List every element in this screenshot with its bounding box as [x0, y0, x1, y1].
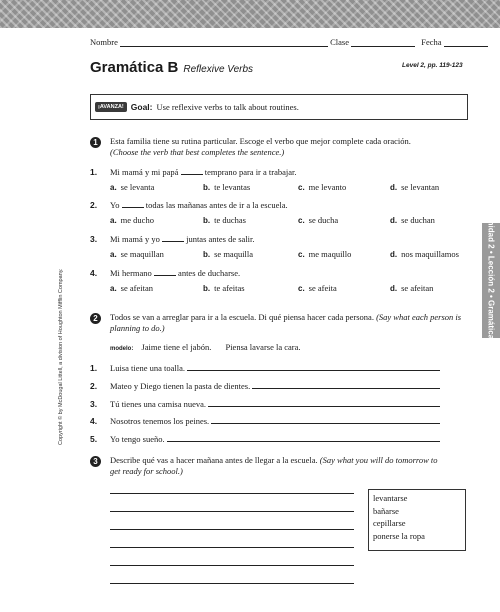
question-text-before: Mi mamá y mi papá: [110, 167, 179, 177]
section-1-instruction-es: Esta familia tiene su rutina particular. Escoge el verbo que mejor complete cada oración.: [110, 136, 411, 146]
question-number: 2.: [90, 200, 98, 210]
exercise-item-3: [90, 398, 440, 409]
option-letter: c.: [298, 183, 305, 192]
side-tab-label: Unidad 2 • Lección 2 • Gramática B: [486, 214, 496, 347]
writing-line[interactable]: [110, 529, 354, 530]
section-2-instruction-es: Todos se van a arreglar para ir a la escuela. Di qué piensa hacer cada persona.: [110, 312, 374, 322]
option-letter: a.: [110, 250, 117, 259]
option-letter: d.: [390, 284, 398, 293]
section-2-instruction-en: (Say what each person is planning to do.): [110, 312, 462, 333]
section-1-instruction: [110, 136, 470, 158]
decorative-banner: [0, 0, 500, 28]
answer-option[interactable]: [110, 182, 154, 192]
fecha-label: Fecha: [421, 37, 442, 47]
goal-text: Use reflexive verbs to talk about routines.: [156, 102, 299, 112]
answer-option[interactable]: [390, 182, 439, 192]
goal-label: Goal:: [130, 102, 153, 112]
level-reference: Level 2, pp. 119-123: [402, 62, 463, 69]
answer-blank[interactable]: [181, 166, 203, 175]
modelo-label: modelo:: [110, 346, 134, 352]
option-text: me ducho: [120, 215, 154, 225]
modelo-question: Jaime tiene el jabón.: [141, 342, 212, 352]
answer-option[interactable]: [110, 283, 153, 293]
option-text: te afeitas: [214, 283, 245, 293]
option-letter: c.: [298, 284, 305, 293]
question-2: [90, 199, 288, 210]
goal-box: [90, 94, 468, 120]
answer-option[interactable]: [203, 283, 245, 293]
question-text-after: temprano para ir a trabajar.: [204, 167, 297, 177]
word-bank-item: ponerse la ropa: [373, 530, 425, 541]
option-text: se afeitan: [401, 283, 434, 293]
answer-option[interactable]: [298, 283, 337, 293]
modelo-example: [110, 342, 301, 352]
section-3-instruction: [110, 455, 440, 477]
answer-line[interactable]: [252, 380, 440, 389]
writing-line[interactable]: [110, 547, 354, 548]
exercise-item-5: [90, 433, 440, 444]
option-letter: b.: [203, 250, 211, 259]
answer-blank[interactable]: [162, 233, 184, 242]
option-text: se levantan: [401, 182, 440, 192]
option-letter: d.: [390, 216, 398, 225]
option-text: se duchan: [401, 215, 435, 225]
section-2-instruction: [110, 312, 470, 334]
answer-option[interactable]: [203, 249, 253, 259]
option-letter: a.: [110, 284, 117, 293]
item-number: 2.: [90, 381, 98, 391]
answer-line[interactable]: [187, 362, 440, 371]
exercise-item-4: [90, 415, 440, 426]
question-text-before: Yo: [110, 200, 120, 210]
answer-line[interactable]: [167, 433, 440, 442]
question-number: 1.: [90, 167, 98, 177]
item-number: 5.: [90, 434, 98, 444]
nombre-field[interactable]: [120, 37, 328, 47]
exercise-item-2: [90, 380, 440, 391]
question-3: [90, 233, 255, 244]
question-number: 3.: [90, 234, 98, 244]
section-2-number: 2: [90, 313, 101, 324]
option-text: se afeita: [308, 283, 337, 293]
option-letter: b.: [203, 183, 211, 192]
option-text: nos maquillamos: [401, 249, 459, 259]
question-text-after: antes de ducharse.: [178, 268, 241, 278]
modelo-answer: Piensa lavarse la cara.: [225, 342, 301, 352]
answer-option[interactable]: [203, 182, 250, 192]
section-1-instruction-en: (Choose the verb that best completes the sentence.): [110, 147, 285, 157]
option-text: me maquillo: [308, 249, 352, 259]
option-letter: d.: [390, 183, 398, 192]
option-text: te duchas: [214, 215, 246, 225]
item-text: Nosotros tenemos los peines.: [110, 416, 210, 426]
word-bank: [368, 489, 466, 551]
question-text-after: todas las mañanas antes de ir a la escuela.: [145, 200, 288, 210]
answer-option[interactable]: [110, 215, 154, 225]
question-4: [90, 267, 240, 278]
answer-option[interactable]: [390, 249, 459, 259]
word-bank-item: bañarse: [373, 505, 399, 516]
word-bank-item: cepillarse: [373, 518, 406, 528]
option-letter: b.: [203, 284, 211, 293]
option-letter: a.: [110, 183, 117, 192]
answer-blank[interactable]: [122, 199, 144, 208]
section-3-instruction-es: Describe qué vas a hacer mañana antes de llegar a la escuela.: [110, 455, 318, 465]
option-text: te levantas: [214, 182, 251, 192]
question-text-before: Mi hermano: [110, 268, 152, 278]
section-3-instruction-en: (Say what you will do tomorrow to get ready for school.): [110, 455, 438, 476]
option-letter: d.: [390, 250, 398, 259]
clase-field[interactable]: [351, 37, 415, 47]
option-text: se afeitan: [120, 283, 153, 293]
option-letter: a.: [110, 216, 117, 225]
item-text: Yo tengo sueño.: [110, 434, 165, 444]
option-text: se maquilla: [214, 249, 254, 259]
option-letter: b.: [203, 216, 211, 225]
writing-line[interactable]: [110, 493, 354, 494]
answer-option[interactable]: [390, 215, 435, 225]
answer-option[interactable]: [390, 283, 433, 293]
item-text: Tú tienes una camisa nueva.: [110, 399, 207, 409]
item-text: Mateo y Diego tienen la pasta de dientes.: [110, 381, 251, 391]
copyright-notice: Copyright © by McDougal Littell, a division of Houghton Mifflin Company.: [58, 268, 64, 445]
exercise-item-1: [90, 362, 440, 373]
answer-option[interactable]: [203, 215, 246, 225]
question-number: 4.: [90, 268, 98, 278]
section-3-number: 3: [90, 456, 101, 467]
option-text: se levanta: [120, 182, 155, 192]
question-text-after: juntas antes de salir.: [186, 234, 255, 244]
subtitle: Reflexive Verbs: [183, 64, 254, 75]
item-number: 4.: [90, 416, 98, 426]
fecha-field[interactable]: [444, 37, 488, 47]
answer-blank[interactable]: [154, 267, 176, 276]
avanza-badge: ¡AVANZA!: [95, 102, 127, 112]
question-1: [90, 166, 297, 177]
writing-line[interactable]: [110, 583, 354, 584]
writing-line[interactable]: [110, 565, 354, 566]
answer-option[interactable]: [298, 215, 338, 225]
item-number: 3.: [90, 399, 98, 409]
answer-line[interactable]: [208, 398, 440, 407]
option-letter: c.: [298, 216, 305, 225]
answer-option[interactable]: [110, 249, 164, 259]
name-class-date-bar: [90, 37, 470, 47]
section-1-number: 1: [90, 137, 101, 148]
option-letter: c.: [298, 250, 305, 259]
page-title: [90, 59, 253, 76]
writing-line[interactable]: [110, 511, 354, 512]
clase-label: Clase: [330, 37, 349, 47]
item-text: Luisa tiene una toalla.: [110, 363, 186, 373]
option-text: se maquillan: [120, 249, 164, 259]
side-tab: [482, 214, 500, 347]
option-text: se ducha: [308, 215, 339, 225]
answer-option[interactable]: [298, 249, 351, 259]
answer-line[interactable]: [211, 415, 440, 424]
option-text: me levanto: [308, 182, 347, 192]
question-text-before: Mi mamá y yo: [110, 234, 160, 244]
title-text: Gramática B: [90, 59, 179, 76]
item-number: 1.: [90, 363, 98, 373]
answer-option[interactable]: [298, 182, 346, 192]
word-bank-item: levantarse: [373, 493, 408, 503]
nombre-label: Nombre: [90, 37, 118, 47]
